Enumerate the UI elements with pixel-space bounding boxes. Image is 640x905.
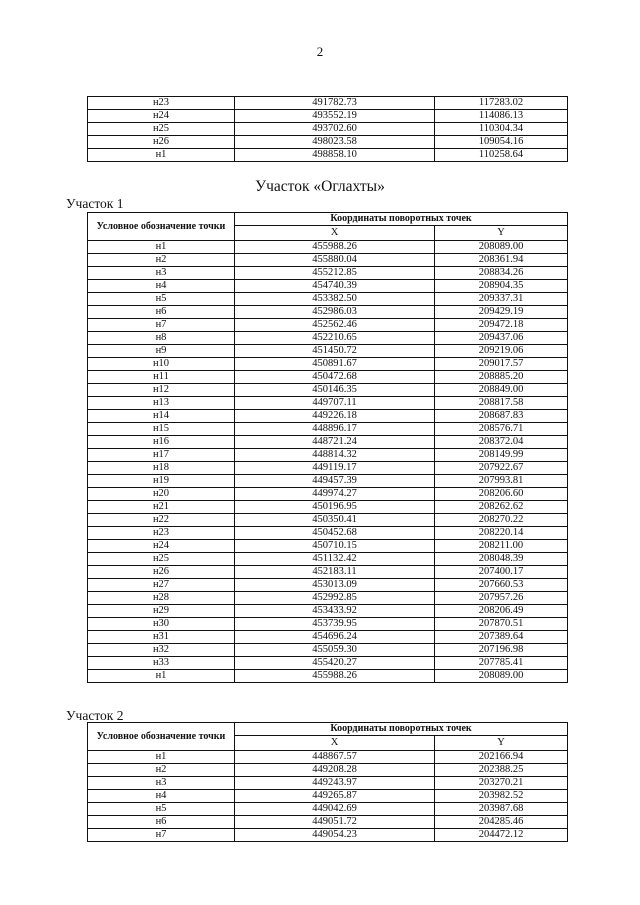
x-coordinate-cell: 493702.60 [235,123,435,136]
table-row [88,644,568,657]
table-row [88,566,568,579]
point-label-cell: н15 [88,423,235,436]
x-coordinate-cell: 450350.41 [235,514,435,527]
x-coordinate-cell: 455420.27 [235,657,435,670]
point-label-cell: н31 [88,631,235,644]
point-label-header: Условное обозначение точки [88,213,235,241]
x-coordinate-cell: 491782.73 [235,97,435,110]
continued-coordinates-table [87,96,568,162]
table-row [88,371,568,384]
point-label-cell: н10 [88,358,235,371]
point-label-header: Условное обозначение точки [88,723,235,751]
point-label-cell: н14 [88,410,235,423]
table-row [88,280,568,293]
point-label-cell: н13 [88,397,235,410]
table-row [88,501,568,514]
x-coordinate-cell: 448867.57 [235,751,435,764]
point-label-cell: н26 [88,136,235,149]
table-header-row [88,723,568,736]
point-label-cell: н29 [88,605,235,618]
y-coordinate-cell: 208817.58 [435,397,568,410]
table-row [88,670,568,683]
x-coordinate-cell: 452562.46 [235,319,435,332]
table-row [88,110,568,123]
x-coordinate-cell: 452986.03 [235,306,435,319]
x-coordinate-cell: 449243.97 [235,777,435,790]
y-coordinate-cell: 209429.19 [435,306,568,319]
x-coordinate-cell: 450146.35 [235,384,435,397]
y-coordinate-cell: 208372.04 [435,436,568,449]
point-label-cell: н2 [88,254,235,267]
x-coordinate-cell: 451132.42 [235,553,435,566]
table-row [88,751,568,764]
table-row [88,579,568,592]
table-row [88,514,568,527]
x-coordinate-cell: 449119.17 [235,462,435,475]
y-coordinate-cell: 209472.18 [435,319,568,332]
x-coordinate-cell: 448721.24 [235,436,435,449]
x-coordinate-cell: 453739.95 [235,618,435,631]
table-header-row [88,213,568,226]
y-coordinate-cell: 203982.52 [435,790,568,803]
x-coordinate-cell: 449974.27 [235,488,435,501]
point-label-cell: н24 [88,110,235,123]
x-coordinate-cell: 448814.32 [235,449,435,462]
y-coordinate-cell: 209337.31 [435,293,568,306]
point-label-cell: н30 [88,618,235,631]
table-row [88,803,568,816]
y-coordinate-cell: 208687.83 [435,410,568,423]
point-label-cell: н9 [88,345,235,358]
y-coordinate-cell: 202388.25 [435,764,568,777]
point-label-cell: н33 [88,657,235,670]
point-label-cell: н1 [88,241,235,254]
y-coordinate-cell: 207389.64 [435,631,568,644]
point-label-cell: н1 [88,751,235,764]
y-coordinate-cell: 207870.51 [435,618,568,631]
x-coordinate-cell: 451450.72 [235,345,435,358]
point-label-cell: н7 [88,319,235,332]
table-row [88,397,568,410]
table-row [88,319,568,332]
y-coordinate-cell: 208849.00 [435,384,568,397]
point-label-cell: н20 [88,488,235,501]
section-heading: Участок «Оглахты» [255,178,385,195]
point-label-cell: н5 [88,293,235,306]
point-label-cell: н32 [88,644,235,657]
x-coordinate-cell: 498858.10 [235,149,435,162]
y-coordinate-cell: 110258.64 [435,149,568,162]
y-coordinate-cell: 208834.26 [435,267,568,280]
table-row [88,657,568,670]
y-coordinate-cell: 208262.62 [435,501,568,514]
y-coordinate-cell: 209219.06 [435,345,568,358]
point-label-cell: н5 [88,803,235,816]
y-coordinate-cell: 208885.20 [435,371,568,384]
page-number: 2 [316,44,324,59]
x-coordinate-cell: 450452.68 [235,527,435,540]
y-coordinate-cell: 117283.02 [435,97,568,110]
table-row [88,790,568,803]
x-coordinate-cell: 453013.09 [235,579,435,592]
y-coordinate-cell: 207785.41 [435,657,568,670]
x-coordinate-cell: 452183.11 [235,566,435,579]
point-label-cell: н22 [88,514,235,527]
coords-title-header: Координаты поворотных точек [235,723,568,736]
x-coordinate-cell: 449707.11 [235,397,435,410]
table-row [88,332,568,345]
point-label-cell: н8 [88,332,235,345]
table-row [88,553,568,566]
point-label-cell: н3 [88,267,235,280]
plot-1-coordinates-table [87,212,568,683]
x-coordinate-cell: 449265.87 [235,790,435,803]
x-coordinate-cell: 450710.15 [235,540,435,553]
plot-2-label: Участок 2 [66,708,124,723]
point-label-cell: н1 [88,149,235,162]
point-label-cell: н16 [88,436,235,449]
point-label-cell: н12 [88,384,235,397]
point-label-cell: н25 [88,123,235,136]
point-label-cell: н28 [88,592,235,605]
y-coordinate-cell: 207957.26 [435,592,568,605]
point-label-cell: н27 [88,579,235,592]
y-coordinate-cell: 114086.13 [435,110,568,123]
table-row [88,241,568,254]
y-coordinate-cell: 208361.94 [435,254,568,267]
table-row [88,540,568,553]
x-coordinate-cell: 455212.85 [235,267,435,280]
y-coordinate-cell: 208904.35 [435,280,568,293]
y-coordinate-cell: 203270.21 [435,777,568,790]
table-row [88,816,568,829]
x-coordinate-cell: 454740.39 [235,280,435,293]
table-row [88,97,568,110]
y-coordinate-cell: 207660.53 [435,579,568,592]
y-coordinate-cell: 208211.00 [435,540,568,553]
table-row [88,306,568,319]
table-row [88,267,568,280]
table-row [88,423,568,436]
y-coordinate-cell: 204472.12 [435,829,568,842]
table-row [88,136,568,149]
y-coordinate-cell: 208149.99 [435,449,568,462]
x-coordinate-cell: 449051.72 [235,816,435,829]
y-coordinate-cell: 207993.81 [435,475,568,488]
coords-title-header: Координаты поворотных точек [235,213,568,226]
point-label-cell: н19 [88,475,235,488]
x-coordinate-cell: 450891.67 [235,358,435,371]
x-coordinate-cell: 455988.26 [235,241,435,254]
x-coordinate-cell: 453433.92 [235,605,435,618]
table-row [88,123,568,136]
point-label-cell: н6 [88,306,235,319]
table-row [88,527,568,540]
x-coordinate-cell: 450196.95 [235,501,435,514]
y-coordinate-cell: 209017.57 [435,358,568,371]
point-label-cell: н23 [88,97,235,110]
x-coordinate-cell: 449226.18 [235,410,435,423]
x-coordinate-cell: 448896.17 [235,423,435,436]
table-row [88,345,568,358]
table-row [88,254,568,267]
y-coordinate-cell: 208220.14 [435,527,568,540]
table-row [88,436,568,449]
table-row [88,631,568,644]
table-row [88,829,568,842]
table-row [88,462,568,475]
point-label-cell: н26 [88,566,235,579]
point-label-cell: н6 [88,816,235,829]
y-coordinate-cell: 110304.34 [435,123,568,136]
point-label-cell: н18 [88,462,235,475]
point-label-cell: н1 [88,670,235,683]
x-coordinate-cell: 493552.19 [235,110,435,123]
plot-2-coordinates-table [87,722,568,842]
y-header: Y [435,226,568,241]
y-coordinate-cell: 204285.46 [435,816,568,829]
x-header: X [235,736,435,751]
table-row [88,358,568,371]
point-label-cell: н3 [88,777,235,790]
y-header: Y [435,736,568,751]
y-coordinate-cell: 207196.98 [435,644,568,657]
y-coordinate-cell: 207922.67 [435,462,568,475]
table-row [88,384,568,397]
point-label-cell: н4 [88,790,235,803]
y-coordinate-cell: 208206.60 [435,488,568,501]
x-coordinate-cell: 453382.50 [235,293,435,306]
table-row [88,475,568,488]
y-coordinate-cell: 208206.49 [435,605,568,618]
table-row [88,777,568,790]
x-coordinate-cell: 455988.26 [235,670,435,683]
table-row [88,488,568,501]
y-coordinate-cell: 109054.16 [435,136,568,149]
x-coordinate-cell: 452210.65 [235,332,435,345]
table-row [88,605,568,618]
point-label-cell: н17 [88,449,235,462]
x-coordinate-cell: 452992.85 [235,592,435,605]
x-coordinate-cell: 454696.24 [235,631,435,644]
y-coordinate-cell: 208048.39 [435,553,568,566]
y-coordinate-cell: 208089.00 [435,670,568,683]
point-label-cell: н11 [88,371,235,384]
x-coordinate-cell: 449208.28 [235,764,435,777]
y-coordinate-cell: 208576.71 [435,423,568,436]
y-coordinate-cell: 208270.22 [435,514,568,527]
y-coordinate-cell: 203987.68 [435,803,568,816]
x-coordinate-cell: 498023.58 [235,136,435,149]
table-row [88,592,568,605]
point-label-cell: н24 [88,540,235,553]
y-coordinate-cell: 202166.94 [435,751,568,764]
point-label-cell: н21 [88,501,235,514]
x-coordinate-cell: 450472.68 [235,371,435,384]
x-header: X [235,226,435,241]
table-row [88,449,568,462]
y-coordinate-cell: 208089.00 [435,241,568,254]
point-label-cell: н23 [88,527,235,540]
x-coordinate-cell: 455880.04 [235,254,435,267]
y-coordinate-cell: 207400.17 [435,566,568,579]
table-row [88,410,568,423]
table-row [88,764,568,777]
point-label-cell: н25 [88,553,235,566]
table-row [88,293,568,306]
table-row [88,618,568,631]
x-coordinate-cell: 449457.39 [235,475,435,488]
x-coordinate-cell: 455059.30 [235,644,435,657]
plot-1-label: Участок 1 [66,196,124,211]
table-row [88,149,568,162]
x-coordinate-cell: 449054.23 [235,829,435,842]
point-label-cell: н7 [88,829,235,842]
point-label-cell: н2 [88,764,235,777]
point-label-cell: н4 [88,280,235,293]
x-coordinate-cell: 449042.69 [235,803,435,816]
y-coordinate-cell: 209437.06 [435,332,568,345]
